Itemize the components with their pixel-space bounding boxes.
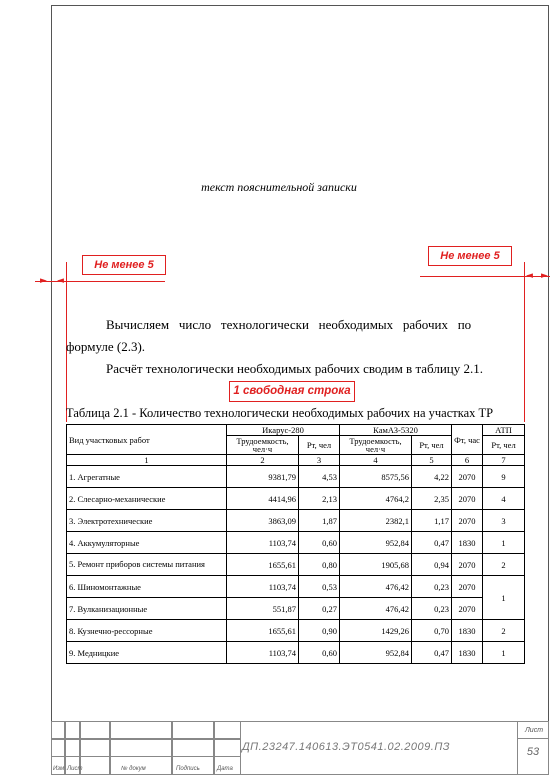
header-atp-pt: Рт, чел (483, 436, 525, 455)
row-atp-merged: 1 (483, 576, 525, 620)
row-name: 9. Медницкие (67, 642, 227, 664)
header-ikarus: Икарус-280 (227, 425, 340, 436)
row-name: 2. Слесарно-механические (67, 488, 227, 510)
index-cell: 6 (452, 455, 483, 466)
sheet-number: 53 (526, 746, 540, 758)
row-name: 5. Ремонт приборов системы питания (67, 554, 227, 576)
stamp-cell (51, 739, 241, 757)
row-labor-ikarus: 1655,61 (227, 554, 299, 576)
row-pt-kamaz: 1,17 (412, 510, 452, 532)
row-name: 6. Шиномонтажные (67, 576, 227, 598)
row-pt-kamaz: 0,23 (412, 576, 452, 598)
row-phi: 2070 (452, 488, 483, 510)
table-row (67, 598, 525, 620)
stamp-cell (51, 721, 241, 739)
stamp-label-izm: Изм (53, 766, 65, 772)
table-row (67, 642, 525, 664)
row-labor-ikarus: 3863,09 (227, 510, 299, 532)
row-name: 3. Электротехнические (67, 510, 227, 532)
row-labor-kamaz: 952,84 (340, 642, 412, 664)
table-caption: Таблица 2.1 - Количество технологически необходимых рабочих на участках ТР (66, 406, 494, 420)
header-kamaz: КамАЗ-5320 (340, 425, 452, 436)
paragraph-1-line-2: формуле (2.3). (66, 339, 146, 354)
paragraph-2: Расчёт технологически необходимых рабочих сводим в таблицу 2.1. (106, 361, 483, 376)
row-labor-kamaz: 1905,68 (340, 554, 412, 576)
left-margin-note: Не менее 5 (82, 255, 166, 275)
table-row (67, 510, 525, 532)
row-labor-ikarus: 4414,96 (227, 488, 299, 510)
index-cell: 1 (67, 455, 227, 466)
row-pt-ikarus: 4,53 (299, 466, 340, 488)
row-pt-ikarus: 0,27 (299, 598, 340, 620)
row-phi: 2070 (452, 576, 483, 598)
row-pt-kamaz: 0,47 (412, 532, 452, 554)
workers-table (66, 424, 525, 664)
table-row (67, 488, 525, 510)
row-pt-kamaz: 0,70 (412, 620, 452, 642)
row-pt-kamaz: 4,22 (412, 466, 452, 488)
row-atp: 1 (483, 532, 525, 554)
table-row (67, 466, 525, 488)
header-work-type: Вид участковых работ (67, 425, 227, 455)
header-labor-1: Трудоемкость, чел·ч (227, 436, 299, 455)
left-arrow-icon: ► (40, 276, 47, 286)
row-phi: 2070 (452, 466, 483, 488)
index-cell: 2 (227, 455, 299, 466)
placeholder-text: текст пояснительной записки (201, 180, 357, 194)
row-pt-ikarus: 0,53 (299, 576, 340, 598)
header-pt-2: Рт, чел (412, 436, 452, 455)
index-cell: 5 (412, 455, 452, 466)
row-atp: 2 (483, 554, 525, 576)
row-labor-kamaz: 952,84 (340, 532, 412, 554)
sheet-label: Лист (525, 727, 544, 734)
table-index-row (67, 455, 525, 466)
row-labor-ikarus: 1103,74 (227, 642, 299, 664)
table-row (67, 554, 525, 576)
row-labor-ikarus: 9381,79 (227, 466, 299, 488)
row-labor-kamaz: 476,42 (340, 576, 412, 598)
row-labor-kamaz: 476,42 (340, 598, 412, 620)
paragraph-1-line-1: Вычисляем число технологически необходимых рабочих по (106, 317, 472, 332)
row-phi: 1830 (452, 620, 483, 642)
stamp-label-list: Лист (67, 766, 83, 772)
row-atp: 3 (483, 510, 525, 532)
row-atp: 2 (483, 620, 525, 642)
header-phi: Фт, час (452, 425, 483, 455)
row-pt-ikarus: 0,90 (299, 620, 340, 642)
right-arrow-out-icon: ► (541, 271, 548, 281)
table-row (67, 532, 525, 554)
stamp-label-doc: № докум (121, 766, 146, 772)
stamp-label-sign: Подпись (176, 766, 200, 772)
table-row (67, 576, 525, 598)
row-atp: 9 (483, 466, 525, 488)
table-row (67, 620, 525, 642)
right-arrow-icon: ◄ (526, 271, 533, 281)
left-margin-line-h (35, 281, 165, 282)
stamp-label-date: Дата (217, 766, 233, 772)
header-atp: АТП (483, 425, 525, 436)
header-labor-2: Трудоемкость, чел·ч (340, 436, 412, 455)
row-pt-ikarus: 0,60 (299, 532, 340, 554)
right-margin-line-v (524, 262, 525, 422)
row-pt-ikarus: 1,87 (299, 510, 340, 532)
row-name: 4. Аккумуляторные (67, 532, 227, 554)
table-header-row-1 (67, 425, 525, 436)
index-cell: 4 (340, 455, 412, 466)
row-labor-ikarus: 551,87 (227, 598, 299, 620)
title-block (51, 721, 549, 775)
row-pt-kamaz: 0,47 (412, 642, 452, 664)
row-labor-kamaz: 4764,2 (340, 488, 412, 510)
row-pt-kamaz: 2,35 (412, 488, 452, 510)
row-labor-kamaz: 1429,26 (340, 620, 412, 642)
row-pt-ikarus: 0,60 (299, 642, 340, 664)
index-cell: 7 (483, 455, 525, 466)
row-name: 7. Вулканизационные (67, 598, 227, 620)
free-line-note: 1 свободная строка (229, 381, 355, 402)
row-atp: 4 (483, 488, 525, 510)
row-atp: 1 (483, 642, 525, 664)
left-arrow-in-icon: ◄ (57, 276, 64, 286)
row-phi: 2070 (452, 510, 483, 532)
row-name: 8. Кузнечно-рессорные (67, 620, 227, 642)
document-number: ДП.23247.140613.ЭТ0541.02.2009.ПЗ (241, 741, 451, 753)
right-margin-note: Не менее 5 (428, 246, 512, 266)
row-labor-kamaz: 2382,1 (340, 510, 412, 532)
row-pt-ikarus: 0,80 (299, 554, 340, 576)
row-labor-ikarus: 1103,74 (227, 576, 299, 598)
header-pt-1: Рт, чел (299, 436, 340, 455)
row-pt-kamaz: 0,23 (412, 598, 452, 620)
row-pt-kamaz: 0,94 (412, 554, 452, 576)
row-pt-ikarus: 2,13 (299, 488, 340, 510)
row-labor-kamaz: 8575,56 (340, 466, 412, 488)
row-phi: 2070 (452, 554, 483, 576)
row-labor-ikarus: 1655,61 (227, 620, 299, 642)
index-cell: 3 (299, 455, 340, 466)
row-phi: 2070 (452, 598, 483, 620)
row-labor-ikarus: 1103,74 (227, 532, 299, 554)
row-name: 1. Агрегатные (67, 466, 227, 488)
row-phi: 1830 (452, 642, 483, 664)
row-phi: 1830 (452, 532, 483, 554)
